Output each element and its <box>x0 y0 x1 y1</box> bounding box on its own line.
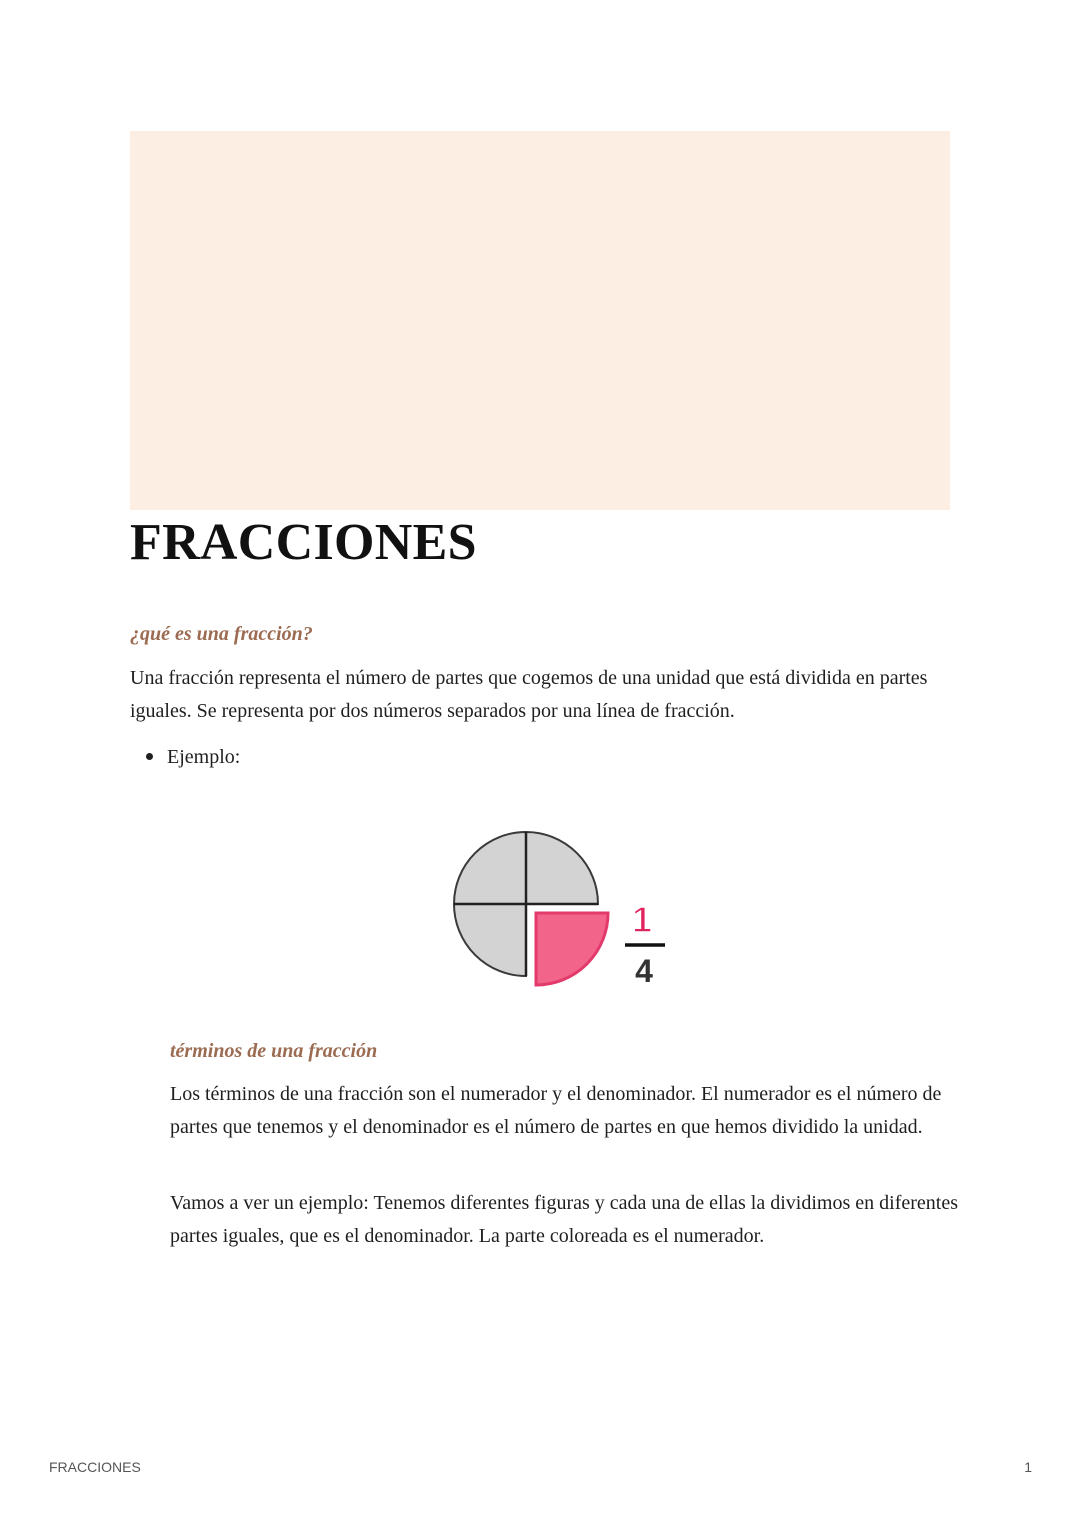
page-title: FRACCIONES <box>130 514 477 571</box>
terms-paragraph: Los términos de una fracción son el numerador y el denominador. El numerador es el número de partes que tenemos y el denominador es el número de partes en que hemos dividido la unidad. <box>170 1083 942 1138</box>
fraction-example-figure <box>440 820 680 1000</box>
quarter-bottom-left <box>454 904 526 976</box>
section-heading-what-is: ¿qué es una fracción? <box>130 623 313 645</box>
section-heading-terms: términos de una fracción <box>170 1040 378 1062</box>
fraction-numerator: 1 <box>631 899 653 940</box>
page-number: 1 <box>1024 1459 1032 1475</box>
quarter-highlighted <box>536 913 608 985</box>
quarter-top-left <box>454 832 526 904</box>
fraction-denominator: 4 <box>635 953 653 989</box>
circle-quarters <box>454 832 608 985</box>
bullet-dot-icon <box>146 753 153 760</box>
example-bullet <box>146 742 240 772</box>
definition-paragraph: Una fracción representa el número de partes que cogemos de una unidad que está dividida en partes iguales. Se representa por dos números separados por una línea de fracción. <box>130 667 928 722</box>
example-paragraph: Vamos a ver un ejemplo: Tenemos diferentes figuras y cada una de ellas la dividimos en diferentes partes iguales, que es el denominador. La parte coloreada es el numerador. <box>170 1192 958 1247</box>
cover-banner <box>130 131 950 510</box>
footer-label: FRACCIONES <box>49 1459 141 1475</box>
quarter-top-right <box>526 832 598 904</box>
example-bullet-label: Ejemplo: <box>167 746 241 768</box>
